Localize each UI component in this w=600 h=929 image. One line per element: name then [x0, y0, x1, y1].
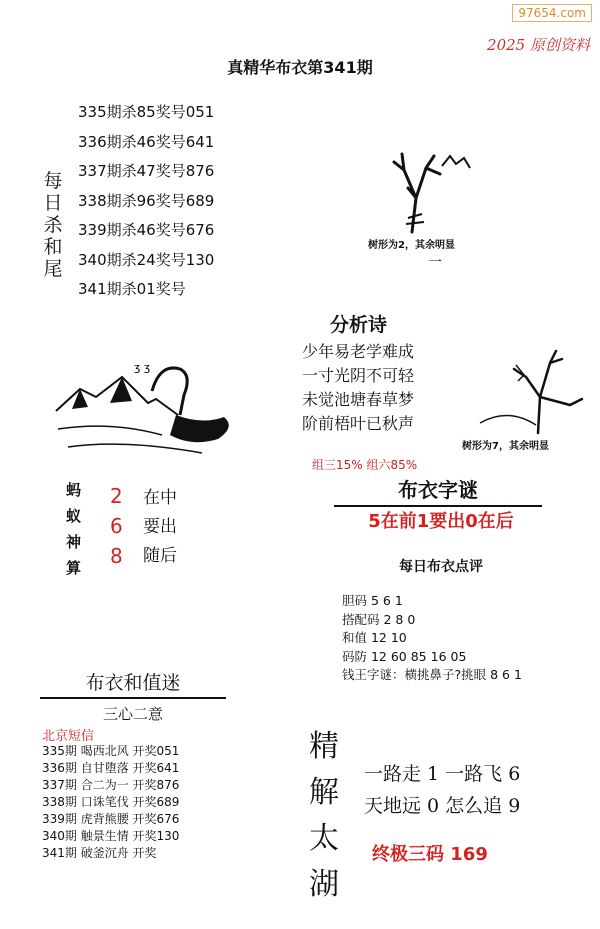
comment-line: 和值 12 10: [342, 630, 407, 645]
comment-line: 胆码 5 6 1: [342, 593, 403, 608]
brand-stamp: 2025 原创资料: [487, 36, 590, 54]
list-item: 339期 虎背熊腰 开奖676: [42, 812, 180, 826]
poem-line: 少年易老学难成: [302, 342, 415, 361]
daily-kill-list: [78, 98, 214, 305]
list-item: 341期 破釜沉舟 开奖: [42, 846, 157, 860]
jing-jie-label: 精 解 太 湖: [309, 729, 339, 902]
final-three-codes: 终极三码 169: [372, 844, 488, 865]
poem-line: 阶前梧叶已秋声: [302, 414, 415, 433]
riddle-title: 布衣字谜: [334, 474, 542, 507]
list-item: 335期 喝西北风 开奖051: [42, 744, 180, 758]
sum-riddle-title: 布衣和值迷: [40, 668, 226, 699]
poem-line: 未觉池塘春草梦: [302, 390, 415, 409]
tree-caption-1: 树形为2，其余明显: [368, 240, 455, 251]
tree-sketch-1: [382, 148, 472, 234]
comment-line: 钱王字谜：横挑鼻子?挑眼 8 6 1: [342, 667, 522, 682]
tree-sketch-2: [478, 345, 588, 435]
ant-text: 在中 要出 随后: [143, 488, 177, 566]
group-note: 组三15% 组六85%: [312, 458, 418, 472]
sms-list: [42, 743, 179, 862]
list-item: 340期 触景生情 开奖130: [42, 829, 180, 843]
jing-jie-lines: [364, 758, 520, 822]
verse-line: 天地远 0 怎么追 9: [364, 795, 521, 817]
comment-title: 每日布衣点评: [399, 559, 483, 575]
site-watermark: 97654.com: [512, 4, 592, 22]
tree-mark: 一: [428, 255, 442, 271]
list-item: 335期杀85奖号051: [78, 103, 215, 121]
page-title: 真精华布衣第341期: [227, 58, 373, 77]
sum-riddle-subtitle: 三心二意: [102, 705, 163, 723]
landscape-sketch: [52, 355, 242, 467]
comment-list: [342, 592, 522, 685]
tree-caption-2: 树形为7，其余明显: [462, 441, 549, 452]
ant-numbers: 2 6 8: [110, 484, 123, 568]
verse-line: 一路走 1 一路飞 6: [364, 763, 521, 785]
list-item: 338期 口诛笔伐 开奖689: [42, 795, 180, 809]
list-item: 337期 合二为一 开奖876: [42, 778, 180, 792]
list-item: 341期杀01奖号: [78, 280, 186, 298]
list-item: 338期杀96奖号689: [78, 191, 215, 210]
svg-text:ʒ ʒ: ʒ ʒ: [134, 361, 151, 374]
poem-title: 分析诗: [330, 314, 388, 336]
ant-label: 蚂 蚁 神 算: [66, 481, 82, 577]
comment-line: 码防 12 60 85 16 05: [342, 648, 467, 664]
poem-line: 一寸光阴不可轻: [302, 366, 415, 385]
list-item: 336期杀46奖号641: [78, 132, 215, 151]
comment-line: 搭配码 2 8 0: [342, 611, 416, 627]
daily-kill-label: 每日杀和尾: [43, 170, 63, 280]
list-item: 339期杀46奖号676: [78, 221, 215, 239]
list-item: 340期杀24奖号130: [78, 250, 215, 269]
list-item: 336期 自甘堕落 开奖641: [42, 761, 180, 775]
poem: [302, 340, 414, 436]
sms-label: 北京短信: [42, 729, 95, 744]
list-item: 337期杀47奖号876: [78, 162, 215, 180]
riddle-answer: 5在前1要出0在后: [368, 511, 514, 532]
